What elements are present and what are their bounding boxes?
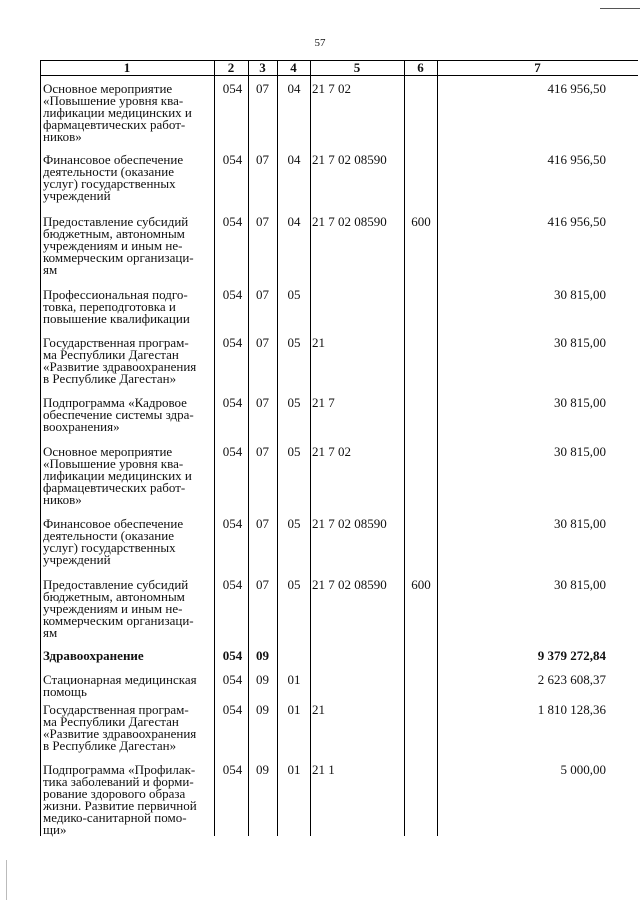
row-code-col2: 054 (222, 648, 243, 663)
row-code-col2: 054 (222, 444, 243, 459)
row-code-col5: 21 7 02 08590 (312, 214, 387, 229)
row-code-col4: 05 (287, 577, 301, 592)
page-number: 57 (314, 37, 326, 49)
row-code-col5: 21 7 02 (312, 81, 351, 96)
row-code-col5: 21 7 02 08590 (312, 577, 387, 592)
row-code-col2: 054 (222, 395, 243, 410)
row-code-col4: 05 (287, 444, 301, 459)
row-code-col3: 09 (256, 702, 269, 717)
row-code-col4: 04 (287, 214, 301, 229)
row-name: Предоставление субсидий бюджетным, автономным учреждениям и иным не- коммерческим организаци- ям (43, 577, 194, 640)
row-name: Подпрограмма «Профилак- тика заболеваний и форми- рование здорового образа жизни. Развитие первичной медико-санитарной помо- щи» (43, 762, 197, 837)
row-name: Стационарная медицинская помощь (43, 672, 197, 699)
row-code-col4: 05 (287, 516, 301, 531)
row-amount: 2 623 608,37 (537, 672, 606, 687)
row-code-col3: 09 (256, 672, 269, 687)
row-code-col4: 01 (287, 672, 301, 687)
row-code-col4: 01 (287, 762, 301, 777)
row-code-col3: 07 (256, 444, 269, 459)
row-code-col3: 07 (256, 395, 269, 410)
column-header: 2 (227, 60, 235, 75)
column-header: 7 (534, 60, 541, 75)
row-code-col2: 054 (222, 516, 243, 531)
column-header: 1 (123, 60, 131, 75)
row-amount: 30 815,00 (554, 395, 606, 410)
row-code-col2: 054 (222, 335, 243, 350)
row-name: Государственная програм- ма Республики Дагестан «Развитие здравоохранения в Республике Дагестан» (43, 702, 197, 753)
row-amount: 30 815,00 (554, 577, 606, 592)
column-header: 6 (417, 60, 424, 75)
row-name: Основное мероприятие «Повышение уровня ква- лификации медицинских и фармацевтических работ- ников» (43, 81, 192, 144)
column-divider (437, 61, 438, 836)
row-code-col3: 09 (256, 762, 269, 777)
row-amount: 416 956,50 (547, 214, 606, 229)
row-name: Здравоохранение (43, 648, 144, 663)
row-code-col3: 07 (256, 577, 269, 592)
row-code-col3: 07 (256, 516, 269, 531)
row-code-col4: 01 (287, 702, 301, 717)
row-code-col2: 054 (222, 287, 243, 302)
row-code-col5: 21 7 02 (312, 444, 351, 459)
row-code-col2: 054 (222, 214, 243, 229)
row-code-col4: 05 (287, 335, 301, 350)
row-code-col3: 07 (256, 214, 269, 229)
row-code-col5: 21 7 (312, 395, 335, 410)
row-code-col5: 21 (312, 702, 325, 717)
budget-table (40, 60, 638, 836)
row-amount: 1 810 128,36 (537, 702, 606, 717)
column-divider (310, 61, 311, 836)
row-code-col5: 21 1 (312, 762, 335, 777)
top-edge-rule (600, 8, 640, 9)
row-code-col4: 05 (287, 287, 301, 302)
row-name: Подпрограмма «Кадровое обеспечение системы здра- воохранения» (43, 395, 194, 434)
column-divider (404, 61, 405, 836)
row-code-col5: 21 (312, 335, 325, 350)
row-code-col2: 054 (222, 702, 243, 717)
row-code-col3: 07 (256, 81, 269, 96)
row-code-col4: 04 (287, 81, 301, 96)
row-name: Предоставление субсидий бюджетным, автономным учреждениям и иным не- коммерческим организаци- ям (43, 214, 194, 277)
row-code-col4: 04 (287, 152, 301, 167)
row-code-col3: 07 (256, 335, 269, 350)
column-header: 4 (290, 60, 297, 75)
row-name: Финансовое обеспечение деятельности (оказание услуг) государственных учреждений (43, 516, 184, 567)
row-name: Государственная програм- ма Республики Дагестан «Развитие здравоохранения в Республике Дагестан» (43, 335, 197, 386)
row-amount: 9 379 272,84 (537, 648, 606, 663)
column-header: 3 (259, 60, 266, 75)
column-divider (214, 61, 215, 836)
row-code-col6: 600 (411, 214, 431, 229)
row-name: Финансовое обеспечение деятельности (оказание услуг) государственных учреждений (43, 152, 184, 203)
row-amount: 30 815,00 (554, 335, 606, 350)
header-rule (40, 75, 638, 76)
row-code-col2: 054 (222, 762, 243, 777)
row-amount: 30 815,00 (554, 444, 606, 459)
column-header: 5 (353, 60, 361, 75)
scan-edge-mark (6, 860, 7, 900)
row-code-col4: 05 (287, 395, 301, 410)
row-code-col3: 07 (256, 287, 269, 302)
row-code-col6: 600 (411, 577, 431, 592)
row-amount: 30 815,00 (554, 287, 606, 302)
row-amount: 416 956,50 (547, 152, 606, 167)
row-code-col5: 21 7 02 08590 (312, 152, 387, 167)
row-code-col3: 07 (256, 152, 269, 167)
table-border-left (40, 61, 41, 836)
row-amount: 5 000,00 (560, 762, 606, 777)
row-name: Основное мероприятие «Повышение уровня ква- лификации медицинских и фармацевтических работ- ников» (43, 444, 192, 507)
row-code-col2: 054 (222, 81, 243, 96)
row-amount: 416 956,50 (547, 81, 606, 96)
row-code-col5: 21 7 02 08590 (312, 516, 387, 531)
row-code-col2: 054 (222, 577, 243, 592)
row-name: Профессиональная подго- товка, переподготовка и повышение квалификации (43, 287, 190, 326)
row-code-col2: 054 (222, 672, 243, 687)
column-divider (277, 61, 278, 836)
row-code-col3: 09 (256, 648, 269, 663)
row-amount: 30 815,00 (554, 516, 606, 531)
row-code-col2: 054 (222, 152, 243, 167)
